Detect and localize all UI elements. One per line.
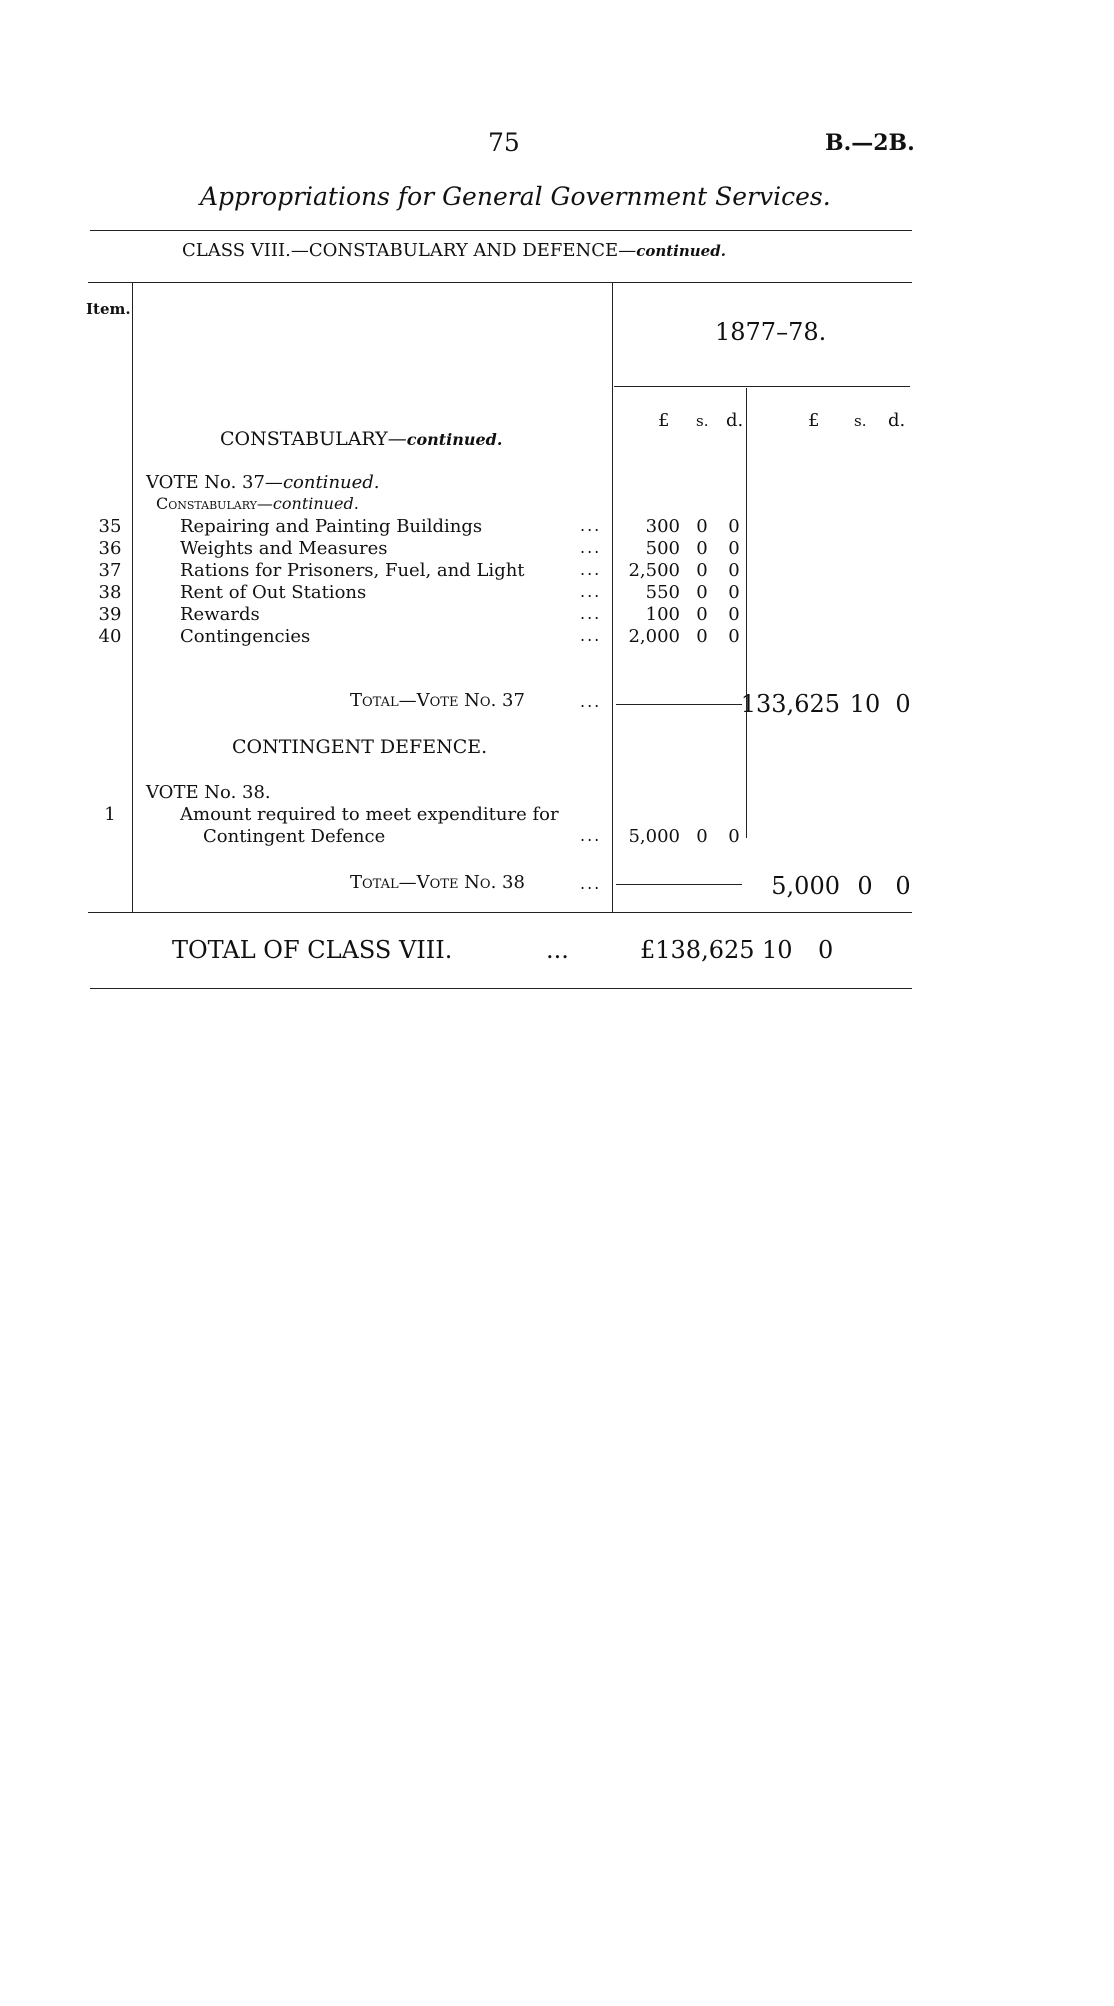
item-number: 39 (98, 604, 122, 625)
amount-pence: 0 (728, 604, 740, 625)
amount-shillings: 0 (696, 582, 708, 603)
amount-pence: 0 (728, 560, 740, 581)
leader-dots: ... (580, 692, 602, 711)
document-code: B.—2B. (825, 130, 915, 156)
amount-pence: 0 (728, 582, 740, 603)
rule-bottom (90, 988, 912, 989)
amount-shillings: 0 (696, 560, 708, 581)
leader-dots: ... (580, 826, 602, 845)
amount-pounds: 2,500 (628, 560, 680, 581)
grand-total-label: TOTAL OF CLASS VIII. (172, 936, 453, 964)
total-vote-37-pence: 0 (895, 690, 911, 718)
running-title: Appropriations for General Government Services. (200, 182, 831, 211)
amount-pence: 0 (728, 826, 740, 847)
total-vote-37-pounds: 133,625 (740, 690, 840, 718)
unit-pence-total: d. (888, 410, 906, 431)
page-number: 75 (488, 128, 520, 157)
item-number: 35 (98, 516, 122, 537)
total-vote-38-pounds: 5,000 (771, 872, 840, 900)
amount-shillings: 0 (696, 826, 708, 847)
leader-dots: ... (580, 538, 602, 557)
total-vote-38-pence: 0 (895, 872, 911, 900)
unit-shillings: s. (696, 412, 709, 430)
section-heading-constabulary: CONSTABULARY—continued. (220, 428, 503, 450)
leader-dots: ... (580, 582, 602, 601)
grand-total-pounds: £138,625 (640, 936, 755, 964)
leader-dots: ... (546, 936, 569, 964)
item-description: Weights and Measures (180, 538, 388, 559)
item-description: Rent of Out Stations (180, 582, 367, 603)
rule-subtotal-column (746, 388, 747, 838)
section-heading-contingent-defence: CONTINGENT DEFENCE. (232, 736, 488, 758)
leader-dots: ... (580, 874, 602, 893)
total-vote-38-shillings: 0 (857, 872, 873, 900)
unit-shillings-total: s. (854, 412, 867, 430)
amount-pounds: 300 (645, 516, 680, 537)
rule-table-top (88, 282, 912, 283)
rule-table-bottom (88, 912, 912, 913)
amount-shillings: 0 (696, 516, 708, 537)
amount-pence: 0 (728, 516, 740, 537)
unit-pence: d. (726, 410, 744, 431)
amount-shillings: 0 (696, 604, 708, 625)
amount-pence: 0 (728, 626, 740, 647)
item-description: Rewards (180, 604, 260, 625)
total-vote-38-label: Total—Vote No. 38 (350, 872, 525, 893)
grand-total-pence: 0 (818, 936, 834, 964)
rule-item-column (132, 283, 133, 913)
unit-pounds-total: £ (808, 410, 820, 431)
item-description: Rations for Prisoners, Fuel, and Light (180, 560, 525, 581)
item-description: Repairing and Painting Buildings (180, 516, 483, 537)
rule-top (90, 230, 912, 231)
amount-pounds: 2,000 (628, 626, 680, 647)
item-column-header: Item. (86, 300, 131, 318)
amount-pence: 0 (728, 538, 740, 559)
item-description: Amount required to meet expenditure for (180, 804, 559, 825)
amount-pounds: 100 (645, 604, 680, 625)
amount-shillings: 0 (696, 626, 708, 647)
item-number: 1 (104, 804, 116, 825)
rule-year-under (614, 386, 910, 387)
grand-total-shillings: 10 (762, 936, 793, 964)
total-vote-37-shillings: 10 (849, 690, 881, 718)
vote-38-heading: VOTE No. 38. (146, 782, 271, 803)
item-description: Contingencies (180, 626, 311, 647)
amount-shillings: 0 (696, 538, 708, 559)
amount-pounds: 500 (645, 538, 680, 559)
leader-dots: ... (580, 604, 602, 623)
item-number: 36 (98, 538, 122, 559)
amount-pounds: 550 (645, 582, 680, 603)
year-header: 1877–78. (715, 318, 827, 346)
item-number: 40 (98, 626, 122, 647)
item-number: 38 (98, 582, 122, 603)
leader-dots: ... (580, 516, 602, 535)
item-description-continued: Contingent Defence (203, 826, 386, 847)
subheading-constabulary: Constabulary—continued. (156, 494, 359, 513)
amount-pounds: 5,000 (628, 826, 680, 847)
item-number: 37 (98, 560, 122, 581)
leader-dots: ... (580, 626, 602, 645)
vote-37-heading: VOTE No. 37—continued. (146, 472, 380, 493)
total-vote-37-label: Total—Vote No. 37 (350, 690, 525, 711)
class-title: CLASS VIII.—CONSTABULARY AND DEFENCE—continued. (182, 240, 726, 261)
unit-pounds: £ (658, 410, 670, 431)
leader-dots: ... (580, 560, 602, 579)
